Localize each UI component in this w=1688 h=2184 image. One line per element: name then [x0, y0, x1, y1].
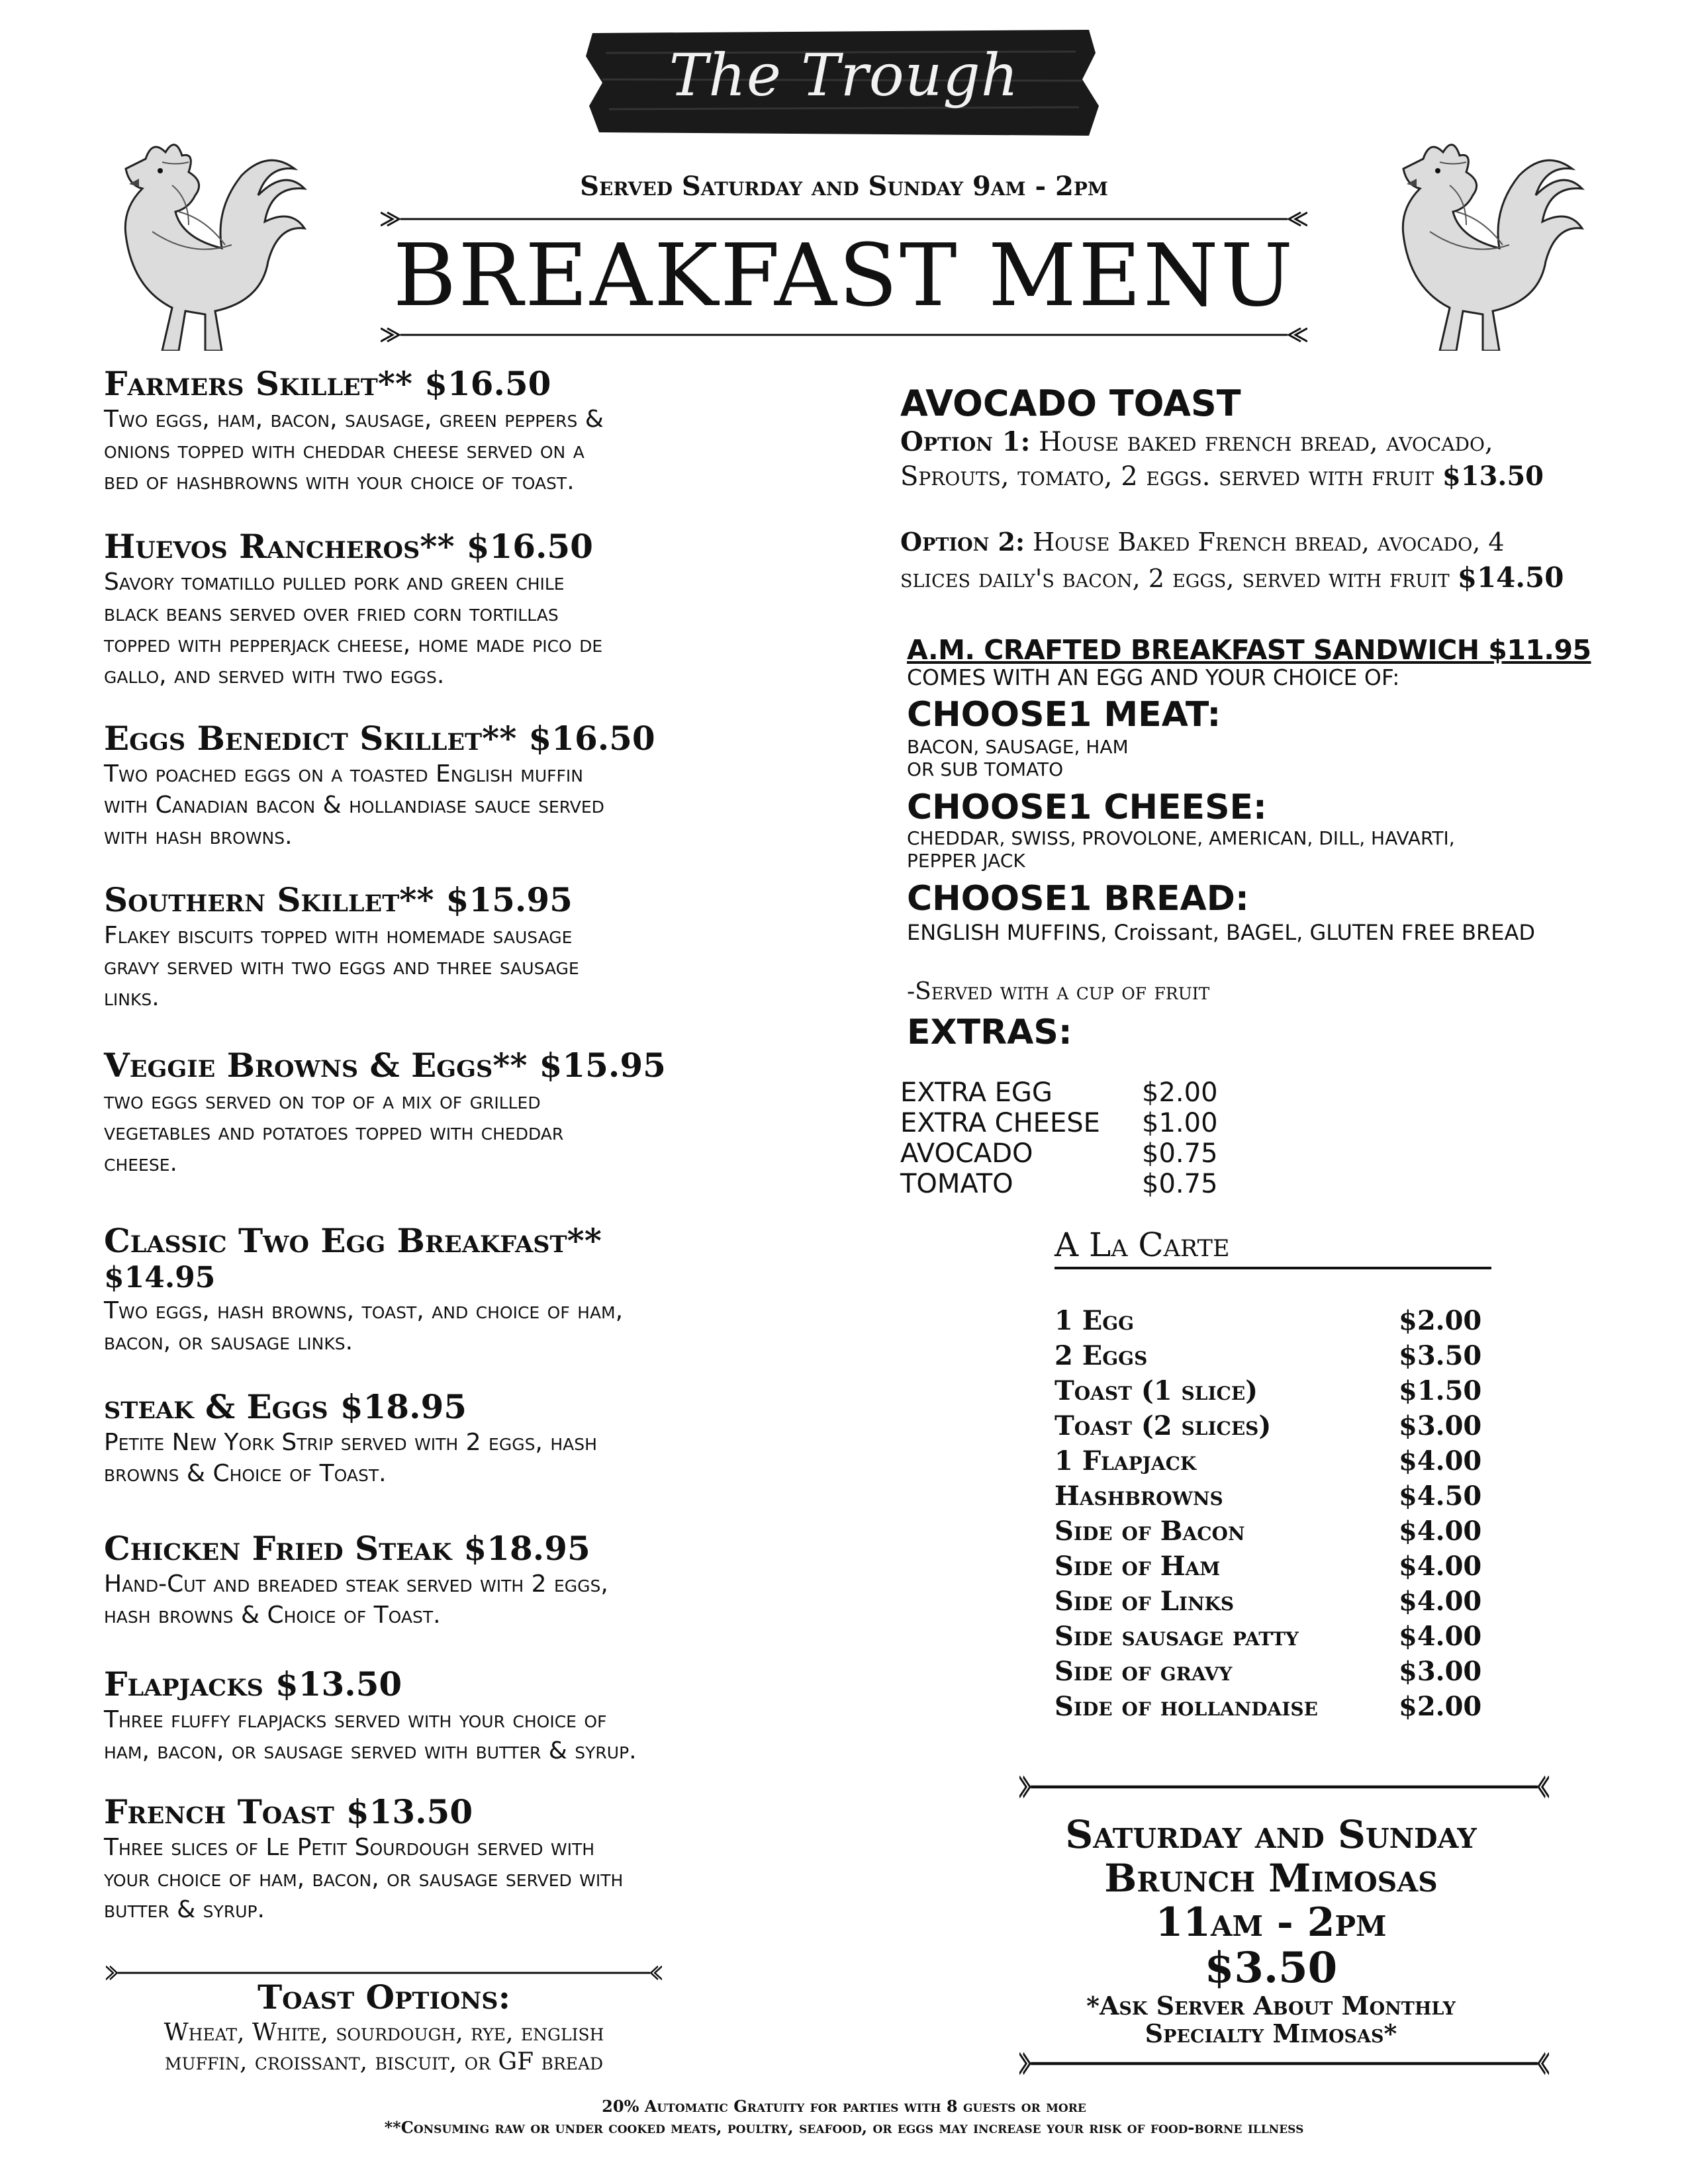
menu-item-southern-skillet — [104, 880, 845, 1013]
carte-row: Toast (1 slice) $1.50 — [1055, 1375, 1482, 1406]
carte-row: 1 Egg $2.00 — [1055, 1305, 1482, 1336]
item-desc: Three slices of Le Petit Sourdough served with your choice of ham, bacon, or sausage served with butter & syrup. — [104, 1834, 624, 1923]
choose-cheese-title: CHOOSE1 CHEESE: — [907, 788, 1267, 827]
menu-item-french-toast — [104, 1792, 845, 1925]
item-desc: Two poached eggs on a toasted English muffin with Canadian bacon & hollandiase sauce served with hash browns. — [104, 760, 604, 850]
mimosa-hours: 11am - 2pm — [1155, 1899, 1387, 1946]
extras-row: AVOCADO $0.75 — [900, 1138, 1218, 1169]
avocado-title: AVOCADO TOAST — [900, 383, 1241, 424]
item-desc: Three fluffy flapjacks served with your choice of ham, bacon, or sausage served with butter & syrup. — [104, 1706, 637, 1764]
rooster-left-image — [99, 132, 318, 351]
mimosa-rule-top — [1019, 1774, 1549, 1800]
mimosa-note: *Ask Server About Monthly Specialty Mimosas* — [1086, 1991, 1456, 2048]
a-la-carte-underline — [1055, 1267, 1491, 1269]
choose-meat-title: CHOOSE1 MEAT: — [907, 695, 1221, 735]
item-desc: Flakey biscuits topped with homemade sausage gravy served with two eggs and three sausage links. — [104, 922, 579, 1011]
extras-row: EXTRA EGG $2.00 — [900, 1077, 1218, 1108]
menu-item-farmers-skillet — [104, 364, 845, 497]
avocado-option-2: Option 2: House Baked French bread, avocado, 4 slices daily's bacon, 2 eggs, served with fruit $14.50 — [900, 527, 1564, 594]
choose-cheese-list: CHEDDAR, SWISS, PROVOLONE, AMERICAN, DILL, HAVARTI, PEPPER JACK — [907, 827, 1455, 872]
mimosa-title: Brunch Mimosas — [1104, 1856, 1438, 1901]
carte-row: 1 Flapjack $4.00 — [1055, 1445, 1482, 1477]
gratuity-note: 20% Automatic Gratuity for parties with 8 guests or more — [602, 2097, 1086, 2116]
extras-title: EXTRAS: — [907, 1013, 1072, 1052]
sandwich-sub: COMES WITH AN EGG AND YOUR CHOICE OF: — [907, 664, 1400, 690]
mimosa-days: Saturday and Sunday — [1065, 1812, 1477, 1857]
item-desc: Two eggs, ham, bacon, sausage, green peppers & onions topped with cheddar cheese served on a bed of hashbrowns with your choice of toast. — [104, 406, 604, 495]
item-name: steak & Eggs $18.95 — [104, 1387, 467, 1426]
mimosa-price: $3.50 — [1204, 1943, 1338, 1993]
carte-row: Toast (2 slices) $3.00 — [1055, 1410, 1482, 1441]
item-desc: two eggs served on top of a mix of grilled vegetables and potatoes topped with cheddar cheese. — [104, 1087, 564, 1177]
title-rule-bottom — [381, 326, 1307, 343]
carte-row: Side of hollandaise $2.00 — [1055, 1691, 1482, 1722]
item-name: Southern Skillet** $15.95 — [104, 880, 573, 919]
item-desc: Petite New York Strip served with 2 eggs, hash browns & Choice of Toast. — [104, 1429, 597, 1487]
item-name: Huevos Rancheros** $16.50 — [104, 527, 593, 566]
served-hours: Served Saturday and Sunday 9am - 2pm — [580, 171, 1108, 202]
menu-item-chicken-fried-steak — [104, 1529, 845, 1631]
choose-bread-title: CHOOSE1 BREAD: — [907, 879, 1249, 919]
item-price: $14.95 — [104, 1261, 216, 1295]
carte-row: Side of gravy $3.00 — [1055, 1656, 1482, 1687]
mimosa-rule-bottom — [1019, 2050, 1549, 2077]
menu-item-steak-eggs — [104, 1387, 845, 1489]
carte-row: Side of Links $4.00 — [1055, 1586, 1482, 1617]
item-desc: Hand-Cut and breaded steak served with 2 eggs, hash browns & Choice of Toast. — [104, 1570, 608, 1629]
menu-item-eggs-benedict — [104, 719, 845, 852]
page-title: BREAKFAST MENU — [393, 225, 1295, 326]
avocado-option-1: Option 1: House baked french bread, avocado, Sprouts, tomato, 2 eggs. served with fruit $13.50 — [900, 426, 1544, 492]
item-name: French Toast $13.50 — [104, 1792, 473, 1831]
rooster-right-image — [1377, 132, 1595, 351]
menu-item-veggie-browns — [104, 1046, 845, 1179]
carte-row: Side of Ham $4.00 — [1055, 1551, 1482, 1582]
toast-options-list: Wheat, White, sourdough, rye, english muffin, croissant, biscuit, or GF bread — [164, 2019, 604, 2075]
sandwich-title: A.M. CRAFTED BREAKFAST SANDWICH $11.95 — [907, 634, 1591, 666]
menu-item-classic-two-egg — [104, 1221, 845, 1357]
choose-bread-list: ENGLISH MUFFINS, Croissant, BAGEL, GLUTEN FREE BREAD — [907, 920, 1536, 945]
menu-item-huevos-rancheros — [104, 527, 845, 691]
sandwich-fruit-note: -Served with a cup of fruit — [907, 978, 1210, 1005]
item-desc: Two eggs, hash browns, toast, and choice of ham, bacon, or sausage links. — [104, 1297, 624, 1355]
item-name: Veggie Browns & Eggs** $15.95 — [104, 1046, 666, 1085]
extras-row: EXTRA CHEESE $1.00 — [900, 1108, 1218, 1138]
choose-meat-list: BACON, SAUSAGE, HAM OR SUB TOMATO — [907, 736, 1129, 780]
item-name: Eggs Benedict Skillet** $16.50 — [104, 719, 655, 758]
extras-row: TOMATO $0.75 — [900, 1169, 1218, 1199]
carte-row: Side sausage patty $4.00 — [1055, 1621, 1482, 1652]
item-name: Chicken Fried Steak $18.95 — [104, 1529, 590, 1568]
toast-options-title: Toast Options: — [257, 1978, 511, 2017]
item-desc: Savory tomatillo pulled pork and green chile black beans served over fried corn tortillas topped with pepperjack cheese, home made pico de gallo, and served with two eggs. — [104, 569, 603, 689]
item-name: Farmers Skillet** $16.50 — [104, 364, 551, 403]
carte-row: 2 Eggs $3.50 — [1055, 1340, 1482, 1371]
item-name: Classic Two Egg Breakfast** — [104, 1221, 602, 1260]
logo-text: The Trough — [669, 41, 1019, 109]
menu-item-flapjacks — [104, 1664, 845, 1766]
a-la-carte-title: A La Carte — [1055, 1226, 1230, 1264]
food-safety-note: **Consuming raw or under cooked meats, poultry, seafood, or eggs may increase your risk of food-borne illness — [384, 2118, 1304, 2137]
item-name: Flapjacks $13.50 — [104, 1664, 402, 1704]
carte-row: Hashbrowns $4.50 — [1055, 1480, 1482, 1512]
carte-row: Side of Bacon $4.00 — [1055, 1516, 1482, 1547]
